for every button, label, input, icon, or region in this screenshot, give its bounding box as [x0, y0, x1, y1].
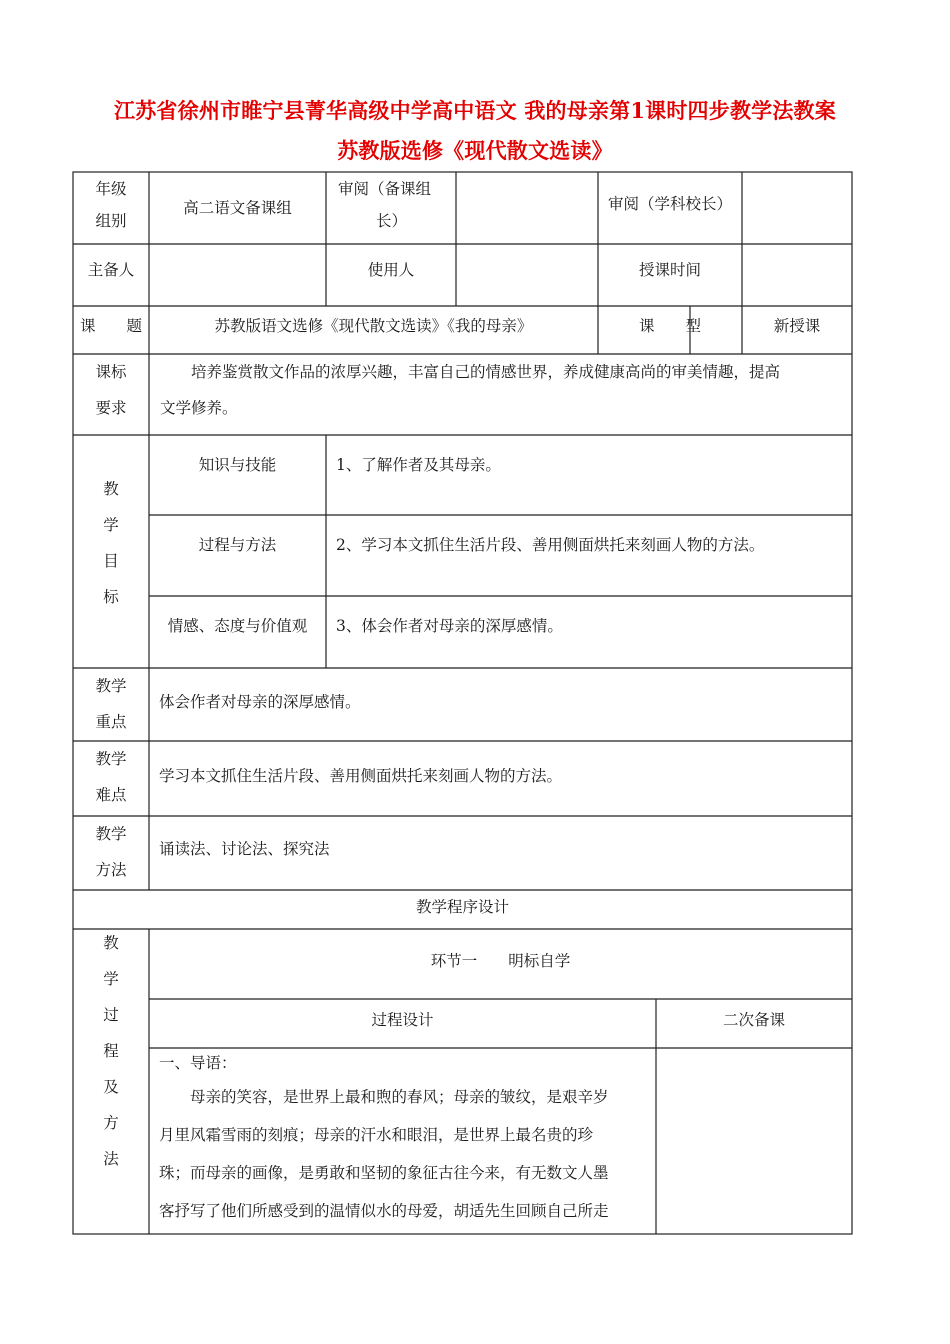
standard-label-line-2: 要求	[95, 399, 127, 417]
document-title-line-2: 苏教版选修《现代散文选读》	[337, 138, 613, 163]
second-prep-head: 二次备课	[722, 1011, 785, 1029]
goals-label-char: 学	[103, 516, 119, 534]
goal-content-knowledge: 1、了解作者及其母亲。	[336, 456, 501, 474]
process-label-char: 方	[103, 1114, 119, 1132]
method-label-line-2: 方法	[95, 861, 127, 879]
intro-line: 客抒写了他们所感受到的温情似水的母爱，胡适先生回顾自己所走	[159, 1202, 609, 1220]
intro-section	[149, 1048, 656, 1230]
program-design-title: 教学程序设计	[415, 898, 509, 916]
method-label-line-1: 教学	[95, 825, 127, 843]
standard-label-line-1: 课标	[95, 363, 127, 381]
intro-line: 珠；而母亲的画像，是勇敢和坚韧的象征古往今来，有无数文人墨	[159, 1164, 609, 1182]
review-school-label: 审阅（学科校长）	[607, 195, 732, 213]
goals-label	[73, 471, 149, 615]
process-label-char: 程	[103, 1042, 119, 1060]
goal-name-emotion: 情感、态度与价值观	[167, 617, 308, 635]
lesson-type-label: 课 型	[638, 317, 701, 335]
process-label	[73, 925, 149, 1177]
process-label-char: 教	[103, 934, 119, 952]
goal-content-process: 2、学习本文抓住生活片段、善用侧面烘托来刻画人物的方法。	[336, 536, 765, 554]
topic-value: 苏教版语文选修《现代散文选读》《我的母亲》	[214, 317, 533, 335]
goal-name-process: 过程与方法	[198, 536, 277, 554]
intro-line: 月里风霜雪雨的刻痕；母亲的汗水和眼泪，是世界上最名贵的珍	[159, 1126, 594, 1144]
difficulty-label-line-1: 教学	[95, 750, 127, 768]
goal-name-knowledge: 知识与技能	[198, 456, 277, 474]
goals-label-char: 标	[103, 588, 119, 606]
method-label	[73, 816, 149, 888]
key-point-text: 体会作者对母亲的深厚感情。	[159, 693, 361, 711]
process-label-char: 法	[103, 1150, 119, 1168]
key-point-label	[73, 668, 149, 740]
goal-content-emotion: 3、体会作者对母亲的深厚感情。	[336, 617, 563, 635]
difficulty-label	[73, 741, 149, 813]
intro-title: 一、导语：	[159, 1054, 237, 1072]
stage-heading: 环节一 明标自学	[430, 952, 571, 970]
difficulty-text: 学习本文抓住生活片段、善用侧面烘托来刻画人物的方法。	[159, 767, 563, 785]
preparer-label: 主备人	[87, 261, 135, 279]
process-label-char: 及	[103, 1078, 119, 1096]
difficulty-label-line-2: 难点	[95, 786, 127, 804]
grade-group-label	[73, 172, 149, 244]
intro-line: 母亲的笑容，是世界上最和煦的春风；母亲的皱纹，是艰辛岁	[190, 1088, 609, 1106]
method-text: 诵读法、讨论法、探究法	[159, 840, 330, 858]
review-head-line-1: 审阅（备课组	[338, 180, 432, 198]
key-point-label-line-1: 教学	[95, 677, 127, 695]
lesson-time-label: 授课时间	[638, 261, 701, 279]
review-group-head-label	[338, 172, 456, 236]
standard-text-line-2: 文学修养。	[160, 399, 238, 417]
key-point-label-line-2: 重点	[95, 713, 127, 731]
grade-group-value: 高二语文备课组	[183, 199, 292, 217]
grade-label-line-2: 组别	[95, 212, 127, 230]
topic-label: 课 题	[79, 317, 142, 335]
process-label-char: 学	[103, 970, 119, 988]
lesson-type-value: 新授课	[773, 317, 821, 335]
process-design-head: 过程设计	[371, 1011, 434, 1029]
process-label-char: 过	[103, 1006, 119, 1024]
goals-label-char: 教	[103, 480, 119, 498]
standard-label	[73, 354, 149, 426]
document-title-line-1: 江苏省徐州市睢宁县菁华高级中学高中语文 我的母亲第1课时四步教学法教案	[114, 98, 836, 123]
standard-text	[149, 354, 852, 426]
grade-label-line-1: 年级	[95, 180, 127, 198]
standard-text-line-1: 培养鉴赏散文作品的浓厚兴趣，丰富自己的情感世界，养成健康高尚的审美情趣，提高	[191, 363, 781, 381]
goals-label-char: 目	[103, 552, 119, 570]
review-head-line-2: 长）	[376, 212, 408, 230]
user-label: 使用人	[367, 261, 415, 279]
